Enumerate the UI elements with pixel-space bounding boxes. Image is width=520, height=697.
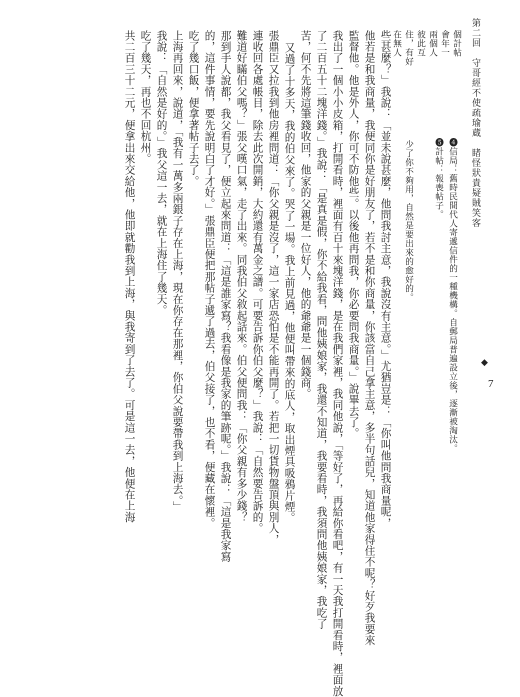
running-header: 第二回 守哥經不使疏瑜蔵 睹怪狀貴疑賊笑客 <box>470 18 480 228</box>
footnote-text: 計帖：報喪帖子。 <box>433 147 444 219</box>
text-column: 共二百三十二元，便拿出來交給他，他即就勸我到上海，與我寄到了去了。可是這一去，他便在上海 <box>123 30 136 523</box>
text-column: 的，這件事情，要先說明白了才好。」張鼎臣便把那帖子遞了過去，伯父接了，也不看，便藏在懷裡。 <box>203 30 216 529</box>
page-number: 7 <box>488 378 494 390</box>
side-note: 少了你不夠用，自然是要出來的愈好的。 <box>403 140 414 302</box>
text-column: 又過了十多天，我的伯父來了。哭了一場。我上前見過，他便叫帶來的底人，取出煙具吸鴉片煙。 <box>283 42 296 524</box>
annotation-col: 住，有好 <box>403 30 414 66</box>
footnote-5 <box>434 138 443 219</box>
footnote-marker: ❺ <box>433 138 444 147</box>
text-column: 他若是和我商量，我便同你是好朋友了，若不是和你商量，你該當自己拿主意，多半句話兒，知道他家得住不呢？好歹我要來 <box>363 30 376 646</box>
annotation-col: 個計帖 <box>451 30 462 57</box>
annotation-col: 在無人 <box>391 30 402 57</box>
text-column: 監督他。他是外人，你可不防他些。以後他再問我，你必要問我商量。」說畢去了。 <box>347 30 360 440</box>
text-column: 了二百五十二塊洋錢。」我說：「是真是假，你不給我看，問他姨娘家，我還不知道，我要看時，我須問他姨娘家，我吃了 <box>315 30 328 630</box>
text-column: 難道好瞞伯父嗎？」張父嘆口氣，走了出來。同我伯父敘起話來。伯父便問我：「你父親有多少錢？ <box>235 30 248 523</box>
text-column: 些甚麼？」我說：「並未說甚麼，他問我討主意，我說沒有主意。」尤猶豈是：「你叫他問我商量呢， <box>379 30 392 529</box>
text-column: 我說：「自然是好的。」我父這一去，就在上海住了幾天。 <box>155 30 168 316</box>
header-ornament: ◆ <box>481 358 488 368</box>
text-column: 我出了一個小小皮箱，打開看時，裡面有百十來塊洋錢，是在我們家裡，我同他說，「等好了，再給你看吧，有一天我打開看時，裡面放 <box>331 30 344 697</box>
text-column: 吃了幾天，再也不回杭州。 <box>139 30 152 165</box>
annotation-col: 會年一 <box>439 30 450 57</box>
text-column: 連收回各處帳目，除去此次開銷，大約還有萬金之譜。可要告訴你伯父麼？」我說：「自然要告訴的。 <box>251 30 264 534</box>
text-column: 苦，何不先將這筆錢收回，他家的父親是一位好人，他的爺爺是一個錢商。 <box>299 30 312 400</box>
footnote-4 <box>448 138 457 453</box>
footnote-text: 信局：舊時民間代人寄遞信件的一種機構。自郵局普遍設立後，逐漸被淘汰。 <box>447 147 458 453</box>
text-column: 那到手人說都，我父看見了，便立起來問道：「這是誰家寫？我看像是我家的筆跡呢。」我說：「這是我家寫 <box>219 30 232 563</box>
annotation-col: 彼此互 <box>415 30 426 57</box>
text-column: 吃了幾口飯，便拿著帖子去了。 <box>187 30 200 187</box>
footnote-marker: ❹ <box>447 138 458 147</box>
annotation-col: 兩個人 <box>427 30 438 57</box>
text-column: 上海再回來，說道，「我有一萬多兩銀子存在上海，現在你存在那裡，你伯父說要帶我到上海去。」 <box>171 30 184 513</box>
text-column: 張鼎臣又拉我到他房裡問道：「你父親是沒了，這一家店恐怕是不能再開了。若把一切貨物盤頂與別人， <box>267 30 280 546</box>
